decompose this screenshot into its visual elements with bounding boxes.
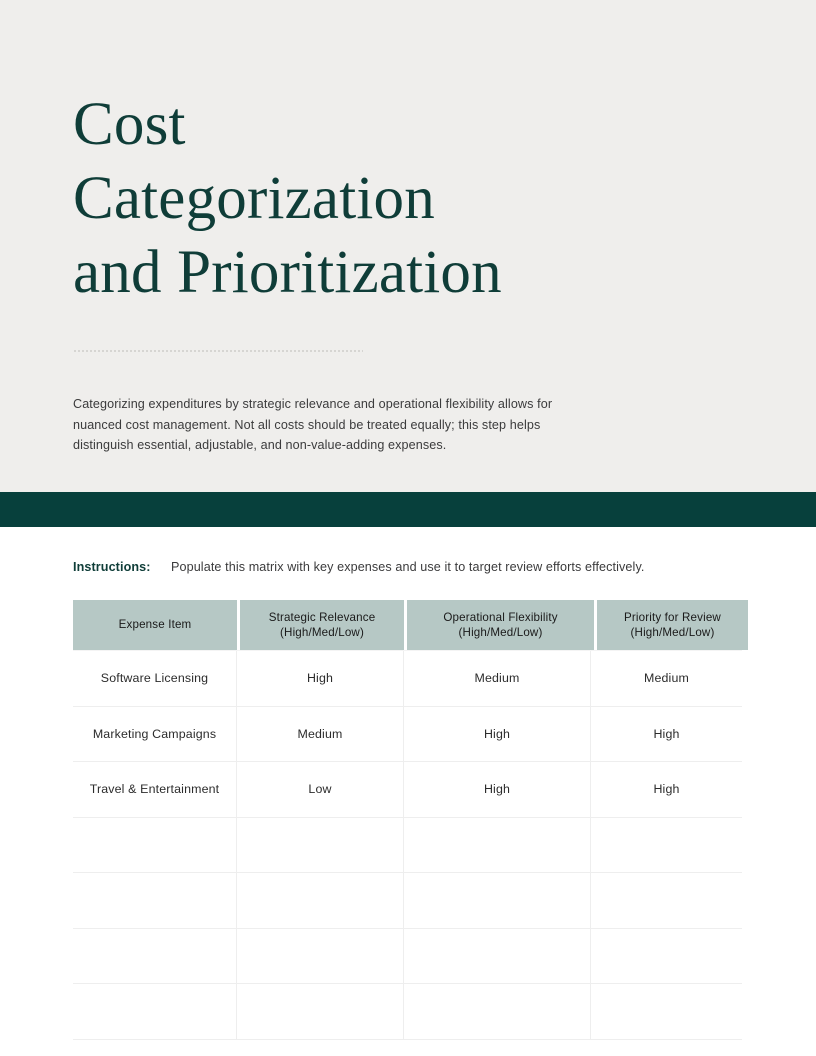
column-header-line-2: (High/Med/Low): [458, 626, 543, 639]
table-row[interactable]: [73, 818, 742, 874]
cell-operational-flexibility[interactable]: [404, 929, 591, 984]
column-header-line-1: Operational Flexibility: [443, 610, 558, 624]
cell-strategic-relevance[interactable]: [237, 818, 404, 873]
cell-operational-flexibility[interactable]: [404, 984, 591, 1039]
table-row[interactable]: [73, 984, 742, 1040]
cell-expense-item[interactable]: Software Licensing: [73, 651, 237, 706]
intro-paragraph: Categorizing expenditures by strategic relevance and operational flexibility allows for nuanced cost management. Not all costs should be treated equally; this step helps distinguish essential, adjustable, and non-value-adding expenses.: [73, 397, 553, 452]
cell-priority-for-review[interactable]: High: [653, 726, 680, 741]
column-header-line-2: (High/Med/Low): [630, 626, 715, 639]
column-header-strategic-relevance: [240, 600, 404, 650]
hero-section: [0, 0, 816, 492]
cell-operational-flexibility[interactable]: Medium: [404, 651, 591, 706]
instructions-text: Populate this matrix with key expenses and use it to target review efforts effectively.: [171, 560, 645, 574]
column-header-line-1: Priority for Review: [624, 610, 721, 624]
cell-strategic-relevance[interactable]: [237, 929, 404, 984]
cell-expense-item[interactable]: Travel & Entertainment: [73, 762, 237, 817]
dotted-divider: [73, 350, 363, 352]
accent-banner: [0, 492, 816, 527]
table-row[interactable]: [73, 707, 742, 763]
table-row[interactable]: [73, 873, 742, 929]
cost-matrix-table: [73, 600, 742, 1040]
column-header-operational-flexibility: [407, 600, 594, 650]
cell-priority-for-review[interactable]: [591, 929, 742, 984]
page-title-line-1: Cost: [73, 91, 186, 158]
cell-operational-flexibility[interactable]: [404, 873, 591, 928]
table-row[interactable]: [73, 929, 742, 985]
cell-expense-item[interactable]: [73, 873, 237, 928]
cell-expense-item[interactable]: Marketing Campaigns: [73, 707, 237, 762]
cell-operational-flexibility[interactable]: High: [404, 707, 591, 762]
page-title-line-2: Categorization: [73, 165, 435, 232]
cell-priority-for-review[interactable]: [591, 818, 742, 873]
instructions-row: [73, 559, 733, 576]
cell-expense-item[interactable]: [73, 929, 237, 984]
cell-priority-for-review[interactable]: [591, 873, 742, 928]
cell-priority-for-review[interactable]: Medium: [644, 671, 689, 686]
column-header-line-1: Strategic Relevance: [268, 610, 376, 624]
column-header-expense-item: [73, 600, 237, 650]
cell-strategic-relevance[interactable]: [237, 984, 404, 1039]
cell-expense-item[interactable]: [73, 818, 237, 873]
page-title-line-3: and Prioritization: [73, 239, 502, 306]
page-title: [73, 88, 693, 310]
cell-priority-for-review[interactable]: [591, 984, 742, 1039]
cell-strategic-relevance[interactable]: High: [237, 651, 404, 706]
column-header-line-1: Expense Item: [118, 618, 192, 632]
matrix-header-row: [73, 600, 742, 650]
cell-priority-for-review[interactable]: High: [653, 782, 680, 797]
column-header-line-2: (High/Med/Low): [280, 626, 364, 639]
cell-operational-flexibility[interactable]: [404, 818, 591, 873]
cell-strategic-relevance[interactable]: Low: [237, 762, 404, 817]
cell-operational-flexibility[interactable]: High: [404, 762, 591, 817]
cell-strategic-relevance[interactable]: [237, 873, 404, 928]
cell-expense-item[interactable]: [73, 984, 237, 1039]
cell-strategic-relevance[interactable]: Medium: [237, 707, 404, 762]
instructions-label: Instructions:: [73, 560, 151, 574]
table-row[interactable]: [73, 762, 742, 818]
table-row[interactable]: [73, 650, 742, 707]
column-header-priority-for-review: [597, 600, 748, 650]
matrix-body: [73, 650, 742, 1040]
